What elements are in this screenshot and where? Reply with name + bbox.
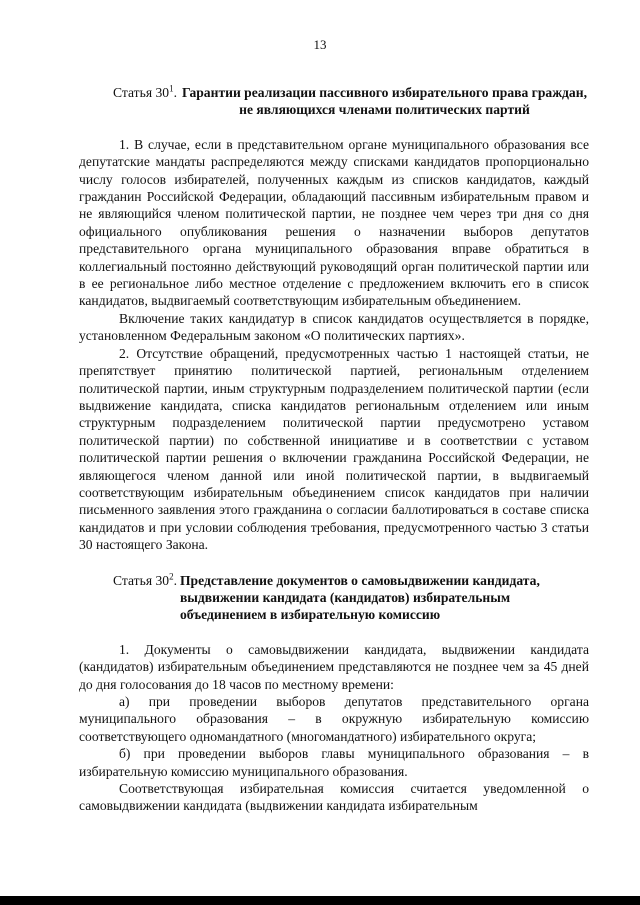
- article-30-2-paragraph-3: б) при проведении выборов главы муниципального образования – в избирательную комиссию муниципального образования.: [79, 746, 589, 779]
- article-30-2-number: [113, 572, 177, 589]
- article-30-1-title: Гарантии реализации пассивного избирательного права граждан, не являющихся членами политических партий: [182, 85, 587, 118]
- article-30-2-paragraph-1: 1. Документы о самовыдвижении кандидата, выдвижении кандидата (кандидатов) избирательным объединением представляются не позднее чем за 45 дней до дня голосования до 18 часов по местному времени:: [79, 641, 589, 692]
- scan-bottom-edge: [0, 896, 640, 905]
- article-30-1-paragraph-2: Включение таких кандидатур в список кандидатов осуществляется в порядке, установленном Федеральным законом «О политических партиях».: [79, 310, 589, 344]
- article-30-2-title: Представление документов о самовыдвижении кандидата, выдвижении кандидата (кандидатов) избирательным объединением в избирательную комиссию: [179, 572, 540, 623]
- article-30-2-label-suffix: .: [173, 572, 177, 588]
- article-30-1-paragraph-1: 1. В случае, если в представительном органе муниципального образования все депутатские мандаты распределяются между списками кандидатов пропорционально числу голосов избирателей, полученных каждым из списков кандидатов, каждый гражданин Российской Федерации, обладающий пассивным избирательным правом и не являющийся членом политической партии, не позднее чем через три дня со дня официального опубликования решения о назначении выборов депутатов представительного органа муниципального образования вправе обратиться в коллегиальный постоянно действующий руководящий орган политической партии или в ее региональное либо местное отделение с предложением включить его в список кандидатов, выдвигаемый соответствующим избирательным объединением.: [79, 136, 589, 309]
- article-30-1-label-suffix: .: [173, 85, 177, 100]
- page-number: 13: [313, 37, 327, 52]
- article-30-2-label: Статья 30: [113, 572, 170, 588]
- article-30-1-label: Статья 30: [113, 85, 170, 100]
- article-30-1-superscript: 1: [169, 83, 174, 94]
- article-30-1-number: [113, 84, 177, 101]
- article-30-1-paragraph-3: 2. Отсутствие обращений, предусмотренных частью 1 настоящей статьи, не препятствует принятию политической партией, региональным отделением политической партии, иным структурным подразделением политической партии (если выдвижение кандидата, списка кандидатов региональным отделением или иным структурным подразделением политической партии предусмотрено уставом политической партии) по собственной инициативе и в соответствии с уставом политической партии решения о включении гражданина Российской Федерации, не являющегося членом данной или иной политической партии, в выдвигаемый соответствующим избирательным объединением список кандидатов при наличии письменного заявления этого гражданина о согласии баллотироваться в составе списка кандидатов и при условии соблюдения требования, предусмотренного частью 3 статьи 30 настоящего Закона.: [79, 345, 589, 553]
- article-30-2-heading: [113, 572, 589, 624]
- article-30-2-paragraph-2: а) при проведении выборов депутатов представительного органа муниципального образования – в окружную избирательную комиссию соответствующего одномандатного (многомандатного) избирательного округа;: [79, 694, 589, 744]
- article-30-2-paragraph-4: Соответствующая избирательная комиссия считается уведомленной о самовыдвижении кандидата (выдвижении кандидата избирательным: [79, 781, 589, 814]
- article-30-1-heading: [113, 84, 589, 119]
- document-body: [79, 84, 589, 815]
- article-30-2-superscript: 2: [169, 571, 174, 582]
